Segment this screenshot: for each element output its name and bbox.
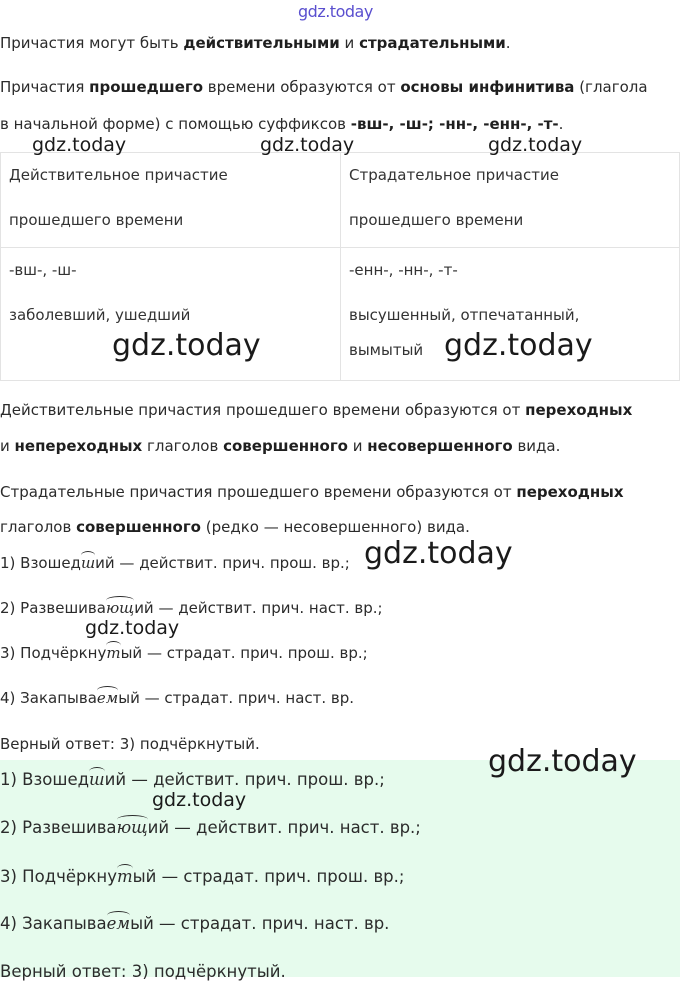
- table-cell-text: -енн-, -нн-, -т-: [349, 261, 458, 279]
- watermark: gdz.today: [260, 134, 355, 156]
- text: (глагола: [574, 78, 648, 96]
- suffix-mark: [89, 770, 105, 789]
- watermark: gdz.today: [298, 2, 373, 21]
- list-item: [0, 914, 389, 933]
- suffix-arc-icon: [97, 686, 118, 695]
- intro-paragraph-3: [0, 115, 563, 133]
- bold-term: страдательными: [359, 34, 506, 52]
- text: ий — действит. прич. наст. вр.;: [147, 818, 421, 837]
- text: 4) Закапыва: [0, 689, 97, 707]
- suffix-arc-icon: [81, 551, 95, 560]
- suffix-mark: [107, 914, 130, 933]
- watermark: gdz.today: [488, 744, 637, 779]
- text: ый — страдат. прич. прош. вр.;: [120, 644, 368, 662]
- suffix-arc-icon: [106, 596, 134, 605]
- text: ый — страдат. прич. наст. вр.: [130, 914, 390, 933]
- rule-paragraph: [0, 518, 470, 536]
- text: Действительные причастия прошедшего времени образуются от: [0, 401, 526, 419]
- table-cell-text: -вш-, -ш-: [9, 261, 77, 279]
- text: 2) Развешива: [0, 818, 117, 837]
- rule-paragraph: [0, 437, 560, 455]
- list-item: [0, 867, 404, 886]
- answer-text: Верный ответ: 3) подчёркнутый.: [0, 962, 286, 981]
- text: (редко — несовершенного) вида.: [200, 518, 470, 536]
- table-cell-text: заболевший, ушедший: [9, 306, 191, 324]
- text: глаголов: [0, 518, 77, 536]
- table-header-text: прошедшего времени: [349, 211, 524, 229]
- suffix-arc-icon: [107, 911, 130, 920]
- watermark: gdz.today: [488, 134, 583, 156]
- bold-term: переходных: [525, 401, 633, 419]
- suffix-text: ем: [96, 689, 119, 707]
- text: 3) Подчёркну: [0, 867, 117, 886]
- bold-term: совершенного: [223, 437, 348, 455]
- suffix-text: ющ: [116, 818, 148, 837]
- text: Причастия могут быть: [0, 34, 184, 52]
- text: и: [339, 34, 360, 52]
- suffix-mark: [106, 644, 120, 662]
- text: 1) Взошед: [0, 554, 81, 572]
- text: Причастия: [0, 78, 90, 96]
- text: 2) Развешива: [0, 599, 106, 617]
- bold-term: несовершенного: [367, 437, 513, 455]
- text: вида.: [512, 437, 561, 455]
- text: глаголов: [142, 437, 224, 455]
- text: Страдательные причастия прошедшего времени образуются от: [0, 483, 517, 501]
- intro-paragraph-2: [0, 78, 648, 96]
- suffix-arc-icon: [117, 815, 148, 824]
- text: ый — страдат. прич. прош. вр.;: [132, 867, 405, 886]
- suffix-mark: [97, 689, 118, 707]
- list-item: [0, 599, 383, 617]
- bold-term: основы инфинитива: [400, 78, 575, 96]
- watermark: gdz.today: [364, 536, 513, 571]
- text: ий — действит. прич. наст. вр.;: [134, 599, 383, 617]
- bold-term: прошедшего: [89, 78, 204, 96]
- text: и: [347, 437, 368, 455]
- list-item: [0, 818, 421, 837]
- suffix-text: т: [106, 644, 121, 662]
- watermark: gdz.today: [85, 617, 180, 639]
- suffix-mark: [81, 554, 95, 572]
- text: 1) Взошед: [0, 770, 90, 789]
- table-cell-text: вымытый: [349, 341, 424, 359]
- suffix-text: ем: [106, 914, 131, 933]
- rule-paragraph: [0, 401, 632, 419]
- suffix-mark: [117, 867, 133, 886]
- suffix-mark: [106, 599, 134, 617]
- text: 4) Закапыва: [0, 914, 107, 933]
- bold-term: переходных: [516, 483, 624, 501]
- text: .: [558, 115, 564, 133]
- text: и: [0, 437, 15, 455]
- list-item: [0, 644, 368, 662]
- watermark: gdz.today: [32, 134, 127, 156]
- suffix-mark: [117, 818, 148, 837]
- table-row: [1, 153, 680, 248]
- suffix-text: ющ: [105, 599, 135, 617]
- suffix-text: ш: [89, 770, 105, 789]
- watermark: gdz.today: [444, 328, 593, 363]
- list-item: [0, 689, 354, 707]
- rule-paragraph: [0, 483, 624, 501]
- bold-term: действительными: [183, 34, 340, 52]
- text: ий — действит. прич. прош. вр.;: [104, 770, 385, 789]
- table-header-text: Страдательное причастие: [349, 166, 559, 184]
- table-header-text: прошедшего времени: [9, 211, 184, 229]
- bold-term: -вш-, -ш-; -нн-, -енн-, -т-: [350, 115, 559, 133]
- text: ий — действит. прич. прош. вр.;: [95, 554, 350, 572]
- watermark: gdz.today: [112, 328, 261, 363]
- suffix-text: ш: [80, 554, 96, 572]
- intro-paragraph-1: [0, 34, 511, 52]
- table-cell-text: высушенный, отпечатанный,: [349, 306, 580, 324]
- text: в начальной форме) с помощью суффиксов: [0, 115, 351, 133]
- suffix-arc-icon: [117, 864, 133, 873]
- table-cell: [341, 153, 680, 248]
- text: 3) Подчёркну: [0, 644, 107, 662]
- bold-term: непереходных: [14, 437, 143, 455]
- text: времени образуются от: [203, 78, 401, 96]
- table-header-text: Действительное причастие: [9, 166, 228, 184]
- text: ый — страдат. прич. наст. вр.: [118, 689, 355, 707]
- bold-term: совершенного: [76, 518, 201, 536]
- suffix-arc-icon: [89, 767, 105, 776]
- suffix-arc-icon: [106, 641, 120, 650]
- watermark: gdz.today: [152, 789, 247, 811]
- text: .: [505, 34, 511, 52]
- list-item: [0, 770, 385, 789]
- suffix-text: т: [116, 867, 133, 886]
- answer-text: Верный ответ: 3) подчёркнутый.: [0, 735, 260, 753]
- list-item: [0, 554, 350, 572]
- table-cell: [1, 153, 341, 248]
